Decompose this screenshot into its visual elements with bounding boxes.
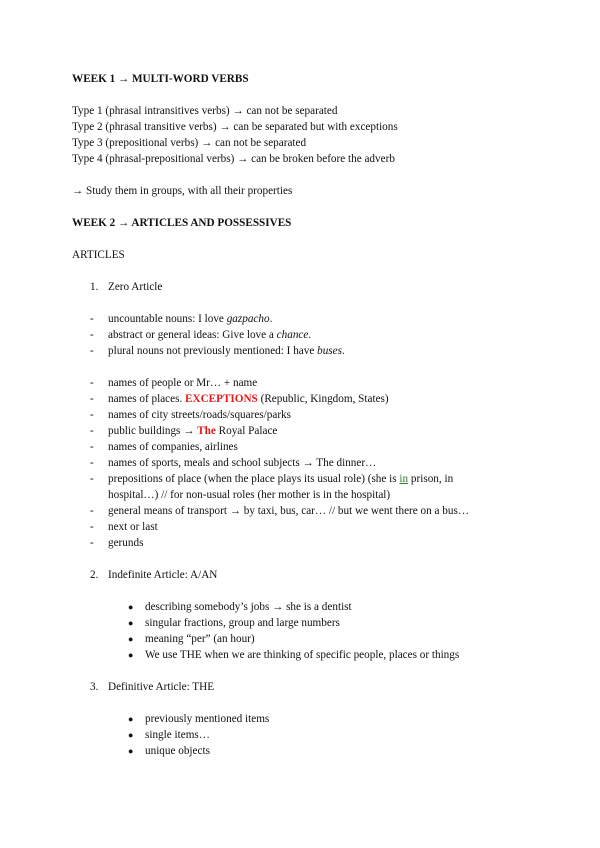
dash-marker: -	[90, 457, 94, 469]
week2-heading: WEEK 2 → ARTICLES AND POSSESSIVES	[72, 217, 292, 229]
type-line-4: Type 4 (phrasal-prepositional verbs) → can be broken before the adverb	[72, 153, 395, 165]
zero-item-prepositions-cont: hospital…) // for non-usual roles (her mother is in the hospital)	[108, 489, 391, 501]
dash-marker: -	[90, 505, 94, 517]
zero-article-number: 1.	[90, 281, 99, 293]
indefinite-item: meaning “per” (an hour)	[145, 633, 255, 645]
indefinite-item: describing somebody’s jobs → she is a dentist	[145, 601, 352, 613]
bullet-marker: ●	[128, 730, 134, 740]
zero-item-prepositions: prepositions of place (when the place plays its usual role) (she is in prison, in	[108, 473, 454, 485]
dash-marker: -	[90, 425, 94, 437]
dash-marker: -	[90, 377, 94, 389]
bullet-marker: ●	[128, 634, 134, 644]
articles-section-title: ARTICLES	[72, 249, 125, 261]
definitive-item: unique objects	[145, 745, 210, 757]
zero-item-plural: plural nouns not previously mentioned: I have buses.	[108, 345, 345, 357]
type-line-1: Type 1 (phrasal intransitives verbs) → can not be separated	[72, 105, 338, 117]
zero-item-next-last: next or last	[108, 521, 158, 533]
zero-item-streets: names of city streets/roads/squares/parks	[108, 409, 291, 421]
definitive-item: previously mentioned items	[145, 713, 270, 725]
bullet-marker: ●	[128, 602, 134, 612]
zero-item-buildings: public buildings → The Royal Palace	[108, 425, 278, 437]
zero-article-title: Zero Article	[108, 281, 163, 293]
bullet-marker: ●	[128, 746, 134, 756]
indefinite-article-title: Indefinite Article: A/AN	[108, 569, 218, 581]
dash-marker: -	[90, 521, 94, 533]
exceptions-highlight: EXCEPTIONS	[185, 393, 258, 405]
zero-item-uncountable: uncountable nouns: I love gazpacho.	[108, 313, 273, 325]
bullet-marker: ●	[128, 650, 134, 660]
zero-item-abstract: abstract or general ideas: Give love a chance.	[108, 329, 312, 341]
definitive-article-number: 3.	[90, 681, 99, 693]
zero-item-transport: general means of transport → by taxi, bus, car… // but we went there on a bus…	[108, 505, 470, 517]
zero-item-places: names of places. EXCEPTIONS (Republic, Kingdom, States)	[108, 393, 389, 405]
dash-marker: -	[90, 313, 94, 325]
zero-item-companies: names of companies, airlines	[108, 441, 238, 453]
bullet-marker: ●	[128, 714, 134, 724]
bullet-marker: ●	[128, 618, 134, 628]
dash-marker: -	[90, 409, 94, 421]
indefinite-item: We use THE when we are thinking of specific people, places or things	[145, 649, 460, 661]
dash-marker: -	[90, 345, 94, 357]
zero-item-gerunds: gerunds	[108, 537, 144, 549]
zero-item-people: names of people or Mr… + name	[108, 377, 258, 389]
indefinite-article-number: 2.	[90, 569, 99, 581]
dash-marker: -	[90, 329, 94, 341]
the-highlight: The	[197, 425, 216, 437]
definitive-article-title: Definitive Article: THE	[108, 681, 215, 693]
week1-heading: WEEK 1 → MULTI-WORD VERBS	[72, 73, 249, 85]
dash-marker: -	[90, 393, 94, 405]
type-line-3: Type 3 (prepositional verbs) → can not be separated	[72, 137, 307, 149]
definitive-item: single items…	[145, 729, 210, 741]
dash-marker: -	[90, 441, 94, 453]
zero-item-sports: names of sports, meals and school subjects → The dinner…	[108, 457, 377, 469]
type-line-2: Type 2 (phrasal transitive verbs) → can be separated but with exceptions	[72, 121, 398, 133]
in-highlight: in	[399, 473, 409, 485]
indefinite-item: singular fractions, group and large numbers	[145, 617, 340, 629]
study-note: → Study them in groups, with all their properties	[72, 185, 293, 197]
dash-marker: -	[90, 473, 94, 485]
dash-marker: -	[90, 537, 94, 549]
